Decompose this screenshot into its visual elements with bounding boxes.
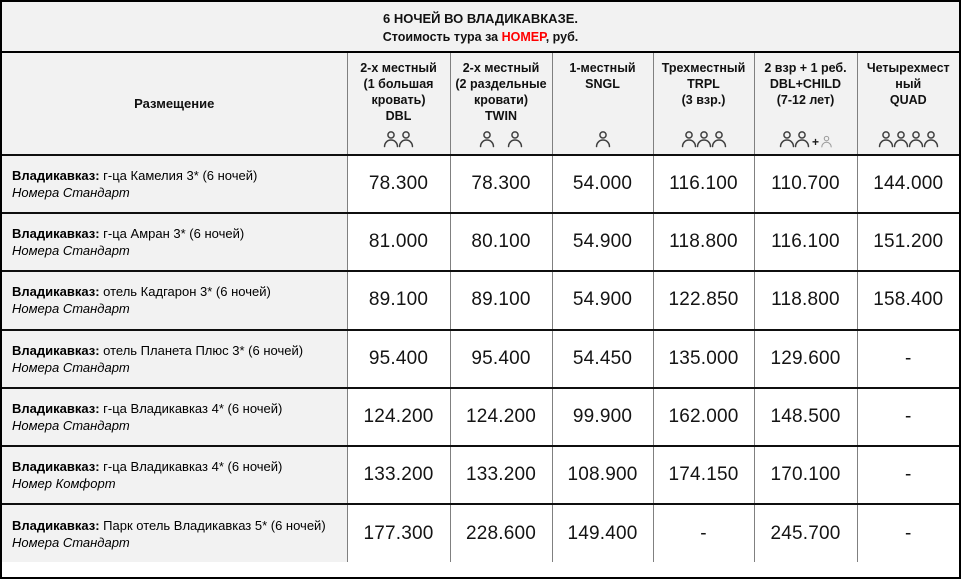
- table-row: [2, 213, 959, 271]
- column-header-label-line: Четырехмест: [866, 61, 950, 75]
- price-cell-dbl: 177.300: [347, 504, 450, 562]
- price-cell-quad: 151.200: [857, 213, 959, 271]
- price-cell-dbl: 81.000: [347, 213, 450, 271]
- column-header-placement: Размещение: [2, 53, 347, 155]
- hotel-name: [12, 167, 339, 184]
- table-header-row: [2, 53, 959, 155]
- hotel-name: [12, 458, 339, 475]
- hotel-cell: [2, 388, 347, 446]
- price-cell-sngl: 54.900: [552, 271, 653, 329]
- hotel-city-label: Владикавказ:: [12, 459, 100, 475]
- hotel-cell: [2, 271, 347, 329]
- column-header-label-line: (7-12 лет): [776, 93, 835, 107]
- table-title: [2, 2, 959, 53]
- title-line-2-prefix: Стоимость тура за: [382, 30, 502, 44]
- single-adult-icon: [553, 130, 653, 148]
- price-cell-quad: -: [857, 504, 959, 562]
- price-cell-sngl: 149.400: [552, 504, 653, 562]
- room-category: Номер Комфорт: [12, 476, 116, 492]
- table-row: [2, 446, 959, 504]
- hotel-name-rest: г-ца Камелия 3* (6 ночей): [99, 168, 258, 184]
- hotel-city-label: Владикавказ:: [12, 168, 100, 184]
- price-cell-trpl: 162.000: [653, 388, 754, 446]
- hotel-name-rest: отель Кадгарон 3* (6 ночей): [99, 284, 271, 300]
- price-cell-twin: 228.600: [450, 504, 552, 562]
- price-cell-sngl: 54.450: [552, 330, 653, 388]
- price-cell-dbl: 78.300: [347, 155, 450, 213]
- price-cell-dbl-child: 110.700: [754, 155, 857, 213]
- column-header-label: [755, 60, 857, 108]
- column-header-label-line: TRPL: [687, 77, 720, 91]
- price-cell-dbl-child: 116.100: [754, 213, 857, 271]
- hotel-name: [12, 342, 339, 359]
- two-adults-spaced-icon: [451, 130, 552, 148]
- price-cell-quad: -: [857, 446, 959, 504]
- price-cell-quad: -: [857, 388, 959, 446]
- price-cell-trpl: 116.100: [653, 155, 754, 213]
- column-header-dbl: [347, 53, 450, 155]
- hotel-cell: [2, 213, 347, 271]
- column-header-label-line: TWIN: [485, 109, 517, 123]
- column-header-label-line: (1 большая: [363, 77, 434, 91]
- hotel-name: [12, 225, 339, 242]
- price-cell-dbl-child: 118.800: [754, 271, 857, 329]
- hotel-name-rest: г-ца Амран 3* (6 ночей): [99, 226, 245, 242]
- price-cell-twin: 124.200: [450, 388, 552, 446]
- price-cell-quad: 158.400: [857, 271, 959, 329]
- four-adults-icon: [858, 130, 960, 148]
- price-cell-quad: 144.000: [857, 155, 959, 213]
- price-cell-twin: 89.100: [450, 271, 552, 329]
- column-header-label-line: (2 раздельные: [455, 77, 547, 91]
- price-cell-dbl-child: 170.100: [754, 446, 857, 504]
- column-header-label: [858, 60, 960, 108]
- two-adults-plus-child-icon: [755, 130, 857, 148]
- column-header-label: [451, 60, 552, 124]
- price-cell-dbl: 95.400: [347, 330, 450, 388]
- table-row: [2, 388, 959, 446]
- hotel-cell: [2, 155, 347, 213]
- column-header-label-line: 2 взр + 1 реб.: [764, 61, 847, 75]
- column-header-label-line: QUAD: [889, 93, 927, 107]
- column-header-label-line: ный: [895, 77, 922, 91]
- column-header-label-line: 2-х местный: [360, 61, 437, 75]
- room-category: Номера Стандарт: [12, 417, 130, 433]
- hotel-name: [12, 517, 339, 534]
- price-cell-dbl-child: 148.500: [754, 388, 857, 446]
- column-header-label-line: кровати): [474, 93, 528, 107]
- hotel-city-label: Владикавказ:: [12, 517, 100, 533]
- hotel-cell: [2, 504, 347, 562]
- hotel-name-rest: г-ца Владикавказ 4* (6 ночей): [99, 459, 283, 475]
- price-cell-sngl: 54.900: [552, 213, 653, 271]
- price-cell-dbl: 133.200: [347, 446, 450, 504]
- price-cell-trpl: -: [653, 504, 754, 562]
- column-header-quad: [857, 53, 959, 155]
- table-row: [2, 155, 959, 213]
- table-row: [2, 504, 959, 562]
- title-line-2: [2, 28, 959, 46]
- price-cell-dbl: 89.100: [347, 271, 450, 329]
- price-cell-sngl: 99.900: [552, 388, 653, 446]
- price-cell-twin: 133.200: [450, 446, 552, 504]
- price-cell-sngl: 108.900: [552, 446, 653, 504]
- title-line-2-suffix: , руб.: [545, 30, 579, 44]
- price-cell-twin: 95.400: [450, 330, 552, 388]
- column-header-label-line: 1-местный: [569, 61, 636, 75]
- room-category: Номера Стандарт: [12, 534, 130, 550]
- column-header-label: [654, 60, 754, 108]
- hotel-city-label: Владикавказ:: [12, 400, 100, 416]
- plus-sign: +: [811, 135, 819, 149]
- price-cell-trpl: 118.800: [653, 213, 754, 271]
- two-adults-overlapping-icon: [348, 130, 450, 148]
- column-header-twin: [450, 53, 552, 155]
- column-header-label-line: SNGL: [585, 77, 620, 91]
- hotel-name: [12, 283, 339, 300]
- column-header-dbl-child: [754, 53, 857, 155]
- hotel-city-label: Владикавказ:: [12, 342, 100, 358]
- price-cell-trpl: 174.150: [653, 446, 754, 504]
- column-header-sngl: [552, 53, 653, 155]
- price-cell-dbl: 124.200: [347, 388, 450, 446]
- table-row: [2, 271, 959, 329]
- room-category: Номера Стандарт: [12, 359, 130, 375]
- three-adults-icon: [654, 130, 754, 148]
- price-cell-dbl-child: 245.700: [754, 504, 857, 562]
- column-header-trpl: [653, 53, 754, 155]
- column-header-label-line: (3 взр.): [681, 93, 726, 107]
- price-cell-twin: 80.100: [450, 213, 552, 271]
- table-row: [2, 330, 959, 388]
- price-cell-sngl: 54.000: [552, 155, 653, 213]
- price-cell-quad: -: [857, 330, 959, 388]
- column-header-label-line: 2-х местный: [462, 61, 540, 75]
- price-cell-dbl-child: 129.600: [754, 330, 857, 388]
- column-header-label-line: DBL+CHILD: [769, 77, 842, 91]
- column-header-label-line: Трехместный: [661, 61, 746, 75]
- title-highlight: НОМЕР: [501, 30, 546, 44]
- price-cell-trpl: 122.850: [653, 271, 754, 329]
- room-category: Номера Стандарт: [12, 243, 130, 259]
- hotel-cell: [2, 446, 347, 504]
- column-header-label-line: DBL: [385, 109, 412, 123]
- hotel-name-rest: г-ца Владикавказ 4* (6 ночей): [99, 400, 283, 416]
- hotel-cell: [2, 330, 347, 388]
- hotel-city-label: Владикавказ:: [12, 226, 100, 242]
- room-category: Номера Стандарт: [12, 301, 130, 317]
- room-category: Номера Стандарт: [12, 185, 130, 201]
- price-cell-twin: 78.300: [450, 155, 552, 213]
- column-header-label: [348, 60, 450, 124]
- price-cell-trpl: 135.000: [653, 330, 754, 388]
- hotel-name-rest: Парк отель Владикавказ 5* (6 ночей): [99, 517, 326, 533]
- hotel-city-label: Владикавказ:: [12, 284, 100, 300]
- hotel-name-rest: отель Планета Плюс 3* (6 ночей): [99, 342, 304, 358]
- column-header-label: [553, 60, 653, 92]
- price-table: [2, 53, 959, 562]
- column-header-label-line: кровать): [371, 93, 426, 107]
- hotel-name: [12, 400, 339, 417]
- title-line-1: 6 НОЧЕЙ ВО ВЛАДИКАВКАЗЕ.: [382, 11, 578, 26]
